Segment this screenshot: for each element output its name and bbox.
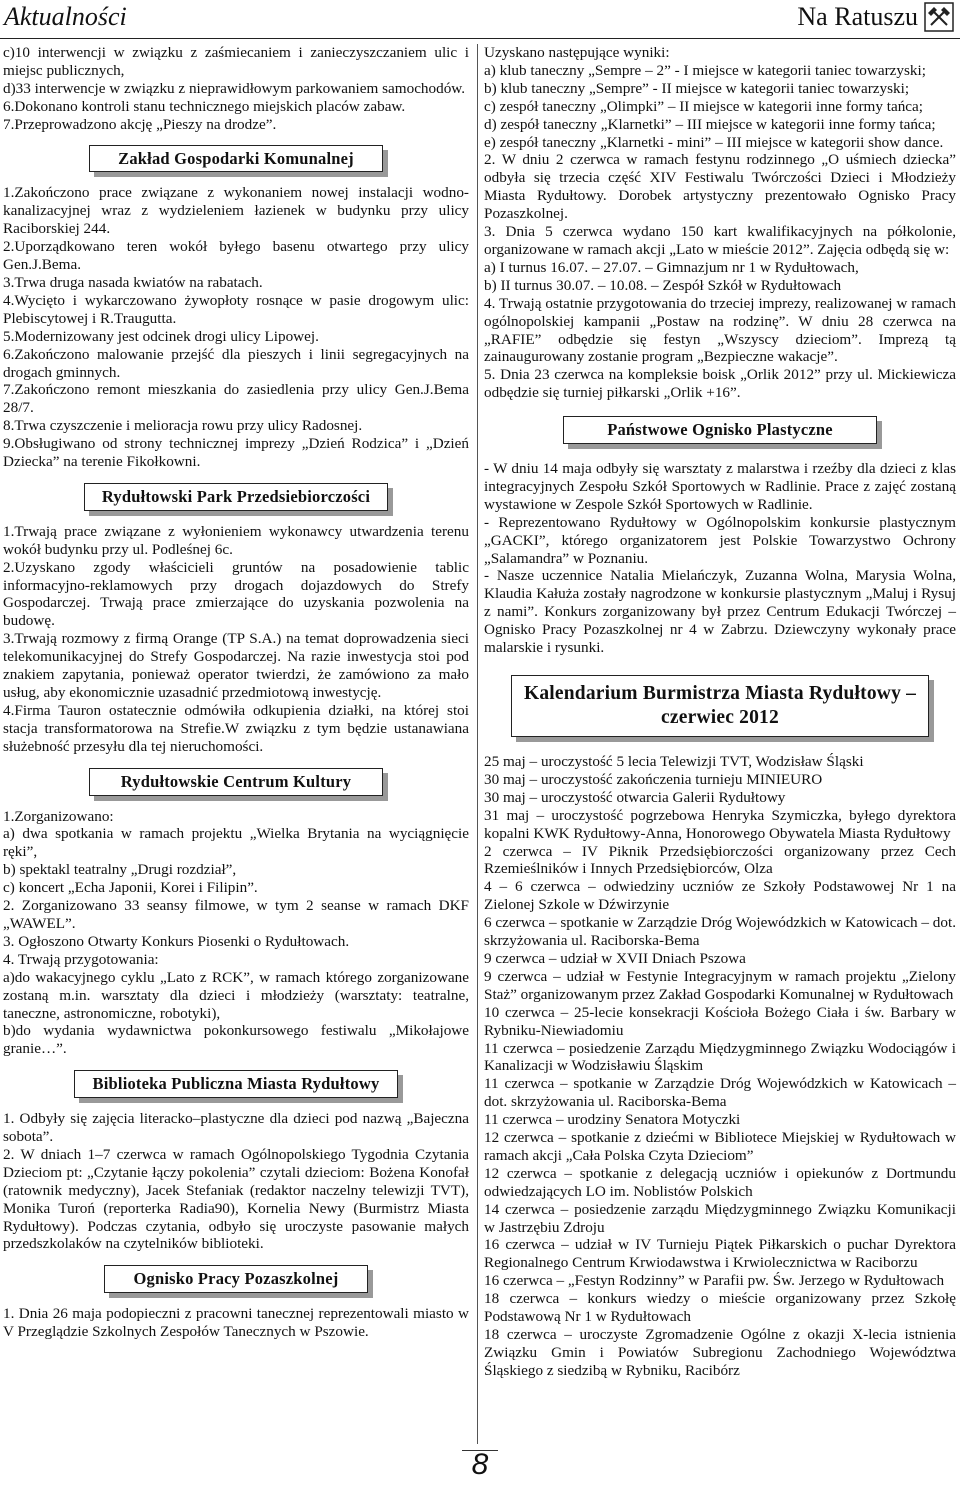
paragraph: 4. Trwają przygotowania: — [3, 950, 159, 968]
paragraph: a) dwa spotkania w ramach projektu „Wielka Brytania na wyciągnięcie ręki”, — [3, 825, 469, 861]
calendar-entry: 10 czerwca – 25-lecie konsekracji Kościoła Bożego Ciała i św. Barbary w Rybniku-Niewiadomiu — [484, 1003, 956, 1039]
page-header — [0, 0, 960, 39]
paragraph: 2. Zorganizowano 33 seansy filmowe, w tym 2 seanse w ramach DKF „WAWEL”. — [3, 897, 469, 932]
paragraph: b) spektakl teatralny „Drugi rozdział”, — [3, 861, 237, 879]
paragraph: 1.Zakończono prace związane z wykonaniem nowej instalacji wodno-kanalizacyjnej wraz z wydzieleniem łazienek w budynku przy ulicy Raciborskiej 244. — [3, 184, 469, 238]
calendar-entry: 2 czerwca – IV Piknik Przedsiębiorczości organizowany przez Cech Rzemieślników i Innych Przedsiębiorców, Olza — [484, 842, 956, 878]
paragraph: 5.Modernizowany jest odcinek drogi ulicy Lipowej. — [3, 327, 319, 345]
paragraph: b) II turnus 30.07. – 10.08. – Zespół Szkół w Rydułtowach — [484, 276, 842, 294]
paragraph: 3.Trwa druga nasada kwiatów na rabatach. — [3, 273, 263, 291]
paragraph: 9.Obsługiwano od strony technicznej imprezy „Dzień Rodzica” i „Dzień Dziecka” na terenie Fikołkowni. — [3, 435, 469, 471]
paragraph: a) klub taneczny „Sempre – 2” - I miejsce w kategorii taniec towarzyski; — [484, 61, 926, 79]
paragraph: c) zespół taneczny „Olimpki” – II miejsce w kategorii inne formy tańca; — [484, 97, 923, 115]
calendar-entry: 18 czerwca – konkurs wiedzy o mieście organizowany przez Szkołę Podstawową Nr 1 w Rydułtowach — [484, 1290, 956, 1326]
paragraph: e) zespół taneczny „Klarnetki - mini” – III miejsce w kategorii show dance. — [484, 133, 944, 151]
right-column — [484, 44, 956, 1380]
paragraph: - W dniu 14 maja odbyły się warsztaty z malarstwa i rzeźby dla dzieci z klas integracyjnych Zespołu Szkół Sportowych w Radlinie. Prace z zajęć zostaną wystawione w Zespole Szkół Sportowych w Radlinie. — [484, 460, 956, 513]
paragraph: 8.Trwa czyszczenie i melioracja rowu przy ulicy Radosnej. — [3, 417, 363, 435]
paragraph: a) I turnus 16.07. – 27.07. – Gimnazjum nr 1 w Rydułtowach, — [484, 258, 859, 276]
paragraph: d)33 interwencje w związku z nieprawidłowym parkowaniem samochodów. — [3, 79, 466, 97]
heading-rck: Rydułtowskie Centrum Kultury — [89, 768, 383, 796]
paragraph: 4. Trwają ostatnie przygotowania do trzeciej imprezy, realizowanej w ramach ogólnopolskiej kampanii „Postaw na rodzinę”. W dniu 28 czerwca na „RAFIE” odbędzie się festyn „Wszyscy dzieciom”. Imprezą tą zainaugurowany zostanie program „Bezpieczne wakacje”. — [484, 294, 956, 366]
calendar-entry: 14 czerwca – posiedzenie zarządu Międzygminnego Związku Komunikacji w Jastrzębiu Zdroju — [484, 1200, 956, 1236]
paragraph: b)do wydania wydawnictwa pokonkursowego festiwalu „Mikołajowe granie…”. — [3, 1022, 469, 1058]
paragraph: 7.Przeprowadzono akcję „Pieszy na drodze”. — [3, 115, 277, 133]
heading-kalendarium: Kalendarium Burmistrza Miasta Rydułtowy – czerwiec 2012 — [511, 675, 929, 737]
paragraph: a)do wakacyjnego cyklu „Lato z RCK”, w ramach którego zorganizowane zostaną m.in. warsztaty dla dzieci i młodzieży (warsztaty: teatralne, taneczne, astronomiczne, robotyki), — [3, 968, 469, 1022]
calendar-entry: 6 czerwca – spotkanie w Zarządzie Dróg Wojewódzkich w Katowicach – dot. skrzyżowania ul. Raciborska-Bema — [484, 914, 956, 950]
heading-zgk: Zakład Gospodarki Komunalnej — [89, 145, 383, 173]
calendar-entry: 11 czerwca – spotkanie w Zarządzie Dróg Wojewódzkich w Katowicach – dot. skrzyżowania ul. Raciborska-Bema — [484, 1075, 956, 1111]
paragraph: 2.Uzyskano zgody właścicieli gruntów na posadowienie tablic informacyjno-reklamowych przy drogach dojazdowych do Strefy Gospodarczej. Trwają prace zmierzające do uzyskania pozwolenia na budowę. — [3, 558, 469, 630]
paragraph: 3. Ogłoszono Otwarty Konkurs Piosenki o Rydułtowach. — [3, 932, 350, 950]
paragraph: 7.Zakończono remont mieszkania do zasiedlenia przy ulicy Gen.J.Bema 28/7. — [3, 381, 469, 417]
heading-rpp: Rydułtowski Park Przedsiebiorczości — [84, 483, 388, 511]
section-title: Aktualności — [4, 2, 127, 31]
page-number: 8 — [471, 1448, 489, 1481]
calendar-entry: 31 maj – uroczystość pogrzebowa Henryka Szymiczka, byłego dyrektora kopalni KWK Rydułtowy-Anna, Honorowego Obywatela Miasta Rydułtowy — [484, 806, 956, 842]
paragraph: 1. Odbyły się zajęcia literacko–plastyczne dla dzieci pod nazwą „Bajeczna sobota”. — [3, 1110, 469, 1146]
calendar-entry: 12 czerwca – spotkanie z dziećmi w Bibliotece Miejskiej w Rydułtowach w ramach akcji „Cała Polska Czyta Dzieciom” — [484, 1129, 956, 1164]
calendar-entry: 16 czerwca – „Festyn Rodzinny” w Parafii pw. Św. Jerzego w Rydułtowach — [484, 1272, 945, 1290]
calendar-entry: 9 czerwca – udział w Festynie Integracyjnym w ramach projektu „Zielony Staż” organizowanym przez Zakład Gospodarki Komunalnej w Rydułtowach — [484, 967, 956, 1003]
calendar-entry: 30 maj – uroczystość otwarcia Galerii Rydułtowy — [484, 788, 786, 806]
heading-biblioteka: Biblioteka Publiczna Miasta Rydułtowy — [74, 1070, 398, 1098]
paragraph: 6.Zakończono malowanie przejść dla pieszych i linii segregacyjnych na drogach gminnych. — [3, 345, 469, 381]
paragraph: c)10 interwencji w związku z zaśmiecaniem i zanieczyszczaniem ulic i miejsc publicznych, — [3, 44, 469, 79]
paragraph: 2. W dniu 2 czerwca w ramach festynu rodzinnego „O uśmiech dziecka” odbyła się trzecia część XIV Festiwalu Twórczości Dzieci i Młodzieży Miasta Rydułtowy. Dorobek artystyczny prezentowało Ognisko Pracy Pozaszkolnej. — [484, 151, 956, 223]
calendar-entry: 30 maj – uroczystość zakończenia turnieju MINIEURO — [484, 770, 823, 788]
calendar-entry: 16 czerwca – udział w IV Turnieju Piątek Piłkarskich o puchar Dyrektora Regionalnego Centrum Krwiodawstwa i Krwiolecznictwa w Raciborzu — [484, 1236, 956, 1272]
column-divider — [477, 44, 478, 1444]
paragraph: d) zespół taneczny „Klarnetki” – III miejsce w kategorii inne formy tańca; — [484, 115, 936, 133]
paragraph: 1. Dnia 26 maja podopieczni z pracowni tanecznej reprezentowali miasto w V Przeglądzie Szkolnych Zespołów Tanecznych w Pszowie. — [3, 1305, 469, 1341]
left-column — [3, 44, 469, 1341]
paragraph: 3. Dnia 5 czerwca wydano 150 kart kwalifikacyjnych na półkolonie, organizowane w ramach akcji „Lato w mieście 2012”. Zajęcia odbędą się w: — [484, 223, 956, 258]
calendar-entry: 25 maj – uroczystość 5 lecia Telewizji TVT, Wodzisław Śląski — [484, 753, 864, 770]
heading-pop: Państwowe Ognisko Plastyczne — [563, 416, 877, 444]
paragraph: b) klub taneczny „Sempre” - II miejsce w kategorii taniec towarzyski; — [484, 79, 910, 97]
calendar-entry: 9 czerwca – udział w XVII Dniach Pszowa — [484, 949, 746, 967]
paragraph: 4.Firma Tauron ostatecznie odmówiła odkupienia działki, na której stoi stacja transformatorowa na Strefie.W związku z tym będzie ustanawiana służebność przesyłu dla tej nieruchomości. — [3, 701, 469, 755]
paragraph: - Nasze uczennice Natalia Mielańczyk, Zuzanna Wolna, Marysia Wolna, Klaudia Kałuża zostały nagrodzone w konkursie plastycznym „Maluj i Rysuj z nami”. Konkurs zorganizowany był przez Centrum Edukacji Twórczej – Ognisko Pracy Pozaszkolnej nr 4 w Zabrzu. Dziewczyny wykonały prace malarskie i rysunki. — [484, 567, 956, 657]
paragraph: 2.Uporządkowano teren wokół byłego basenu otwartego przy ulicy Gen.J.Bema. — [3, 238, 469, 274]
calendar-entry: 12 czerwca – spotkanie z delegacją uczniów i opiekunów z Dortmundu odwiedzających LO im. Noblistów Polskich — [484, 1164, 956, 1200]
calendar-entry: 11 czerwca – posiedzenie Zarządu Międzygminnego Związku Wodociągów i Kanalizacji w Wodzisławiu Śląskim — [484, 1039, 956, 1075]
paragraph: - Reprezentowano Rydułtowy w Ogólnopolskim konkursie plastycznym „GACKI”, którego organizatorem jest Polskie Towarzystwo Ochrony „Salamandra” w Poznaniu. — [484, 513, 956, 567]
heading-opp: Ognisko Pracy Pozaszkolnej — [104, 1265, 368, 1293]
paragraph: c) koncert „Echa Japonii, Korei i Filipin”. — [3, 879, 258, 897]
hammer-pick-icon — [924, 2, 954, 32]
paragraph: 5. Dnia 23 czerwca na kompleksie boisk „Orlik 2012” przy ul. Mickiewicza odbędzie się turniej piłkarski „Orlik +16”. — [484, 366, 956, 402]
paragraph: 2. W dniach 1–7 czerwca w ramach Ogólnopolskiego Tygodnia Czytania Dzieciom pt: „Czytanie łączy pokolenia” czytali dzieciom: Bożena Konofał (ratownik medyczny), Jacek Stefaniak (redaktor naczelny telewizji TVT), Monika Turoń (reporterka Radia90), Kornelia Newy (Burmistrz Miasta Rydułtowy). Podczas czytania, odbyło się uroczyste pasowanie małych przedszkolaków na czytelników biblioteki. — [3, 1145, 469, 1253]
paragraph: 4.Wycięto i wykarczowano żywopłoty rosnące w pasie drogowym ulic: Plebiscytowej i R.Traugutta. — [3, 291, 469, 327]
calendar-entry: 18 czerwca – uroczyste Zgromadzenie Ogólne z okazji X-lecia istnienia Związku Gmin i Powiatów Subregionu Zachodniego Województwa Śląskiego z siedzibą w Rybniku, Racibórz — [484, 1326, 956, 1379]
section-title-right: Na Ratuszu — [797, 2, 918, 31]
paragraph: 6.Dokonano kontroli stanu technicznego miejskich placów zabaw. — [3, 97, 406, 115]
paragraph: 1.Trwają prace związane z wyłonieniem wykonawcy utwardzenia terenu wokół budynku przy ul. Podleśnej 6c. — [3, 522, 469, 558]
calendar-entry: 4 – 6 czerwca – odwiedziny uczniów ze Szkoły Podstawowej Nr 1 na Zielonej Szkole w Dźwirzynie — [484, 878, 956, 914]
paragraph: 3.Trwają rozmowy z firmą Orange (TP S.A.) na temat doprowadzenia sieci telekomunikacyjnej do Strefy Gospodarczej. Na razie inwestycja stoi pod znakiem zapytania, ponieważ operator twierdzi, że zamówiono za mało usług, aby ekonomicznie uzasadnić przedmiotową inwestycję. — [3, 630, 469, 701]
paragraph: 1.Zorganizowano: — [3, 807, 114, 825]
calendar-entry: 11 czerwca – urodziny Senatora Motyczki — [484, 1111, 741, 1129]
paragraph: Uzyskano następujące wyniki: — [484, 44, 670, 61]
